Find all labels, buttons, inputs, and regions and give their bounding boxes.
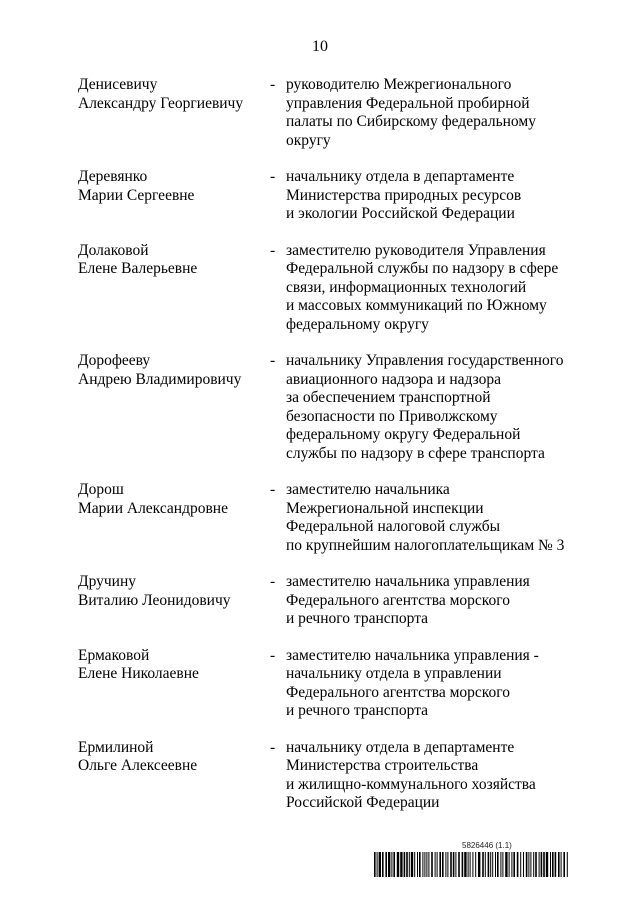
person-name-line: Марии Александровне: [78, 499, 228, 517]
dash-separator: -: [270, 76, 276, 93]
appointment-entry: [78, 573, 578, 629]
position-title: [286, 739, 578, 813]
position-title-line: за обеспечением транспортной: [286, 389, 491, 406]
position-title: [286, 168, 578, 224]
position-title-line: авиационного надзора и надзора: [286, 370, 502, 388]
position-title-line: начальнику отдела в департаменте: [286, 738, 515, 756]
appointment-entry: [78, 168, 578, 224]
dash-separator: -: [270, 352, 276, 369]
person-name-line: Марии Сергеевне: [78, 186, 195, 204]
person-name: [78, 481, 270, 555]
position-title-line: палаты по Сибирскому федеральному: [286, 113, 536, 130]
person-name-line: Ермаковой: [78, 646, 150, 664]
person-name: [78, 168, 270, 224]
dash-separator: -: [270, 241, 276, 259]
appointment-entry: [78, 242, 578, 335]
position-title-line: по крупнейшим налогоплательщикам № 3: [286, 536, 565, 554]
person-name-line: Александру Георгиевичу: [78, 94, 244, 112]
person-name-line: Ермилиной: [78, 738, 154, 756]
person-name-line: Денисевичу: [78, 76, 158, 93]
position-title-line: заместителю начальника: [286, 481, 450, 498]
position-title-line: руководителю Межрегионального: [286, 76, 512, 93]
position-title-line: связи, информационных технологий: [286, 278, 527, 296]
person-name: [78, 739, 270, 813]
position-title-line: управления Федеральной пробирной: [286, 94, 530, 112]
person-name-line: Дорофееву: [78, 352, 151, 369]
barcode-image: [374, 852, 568, 877]
appointment-entry: [78, 647, 578, 721]
position-title: [286, 352, 578, 463]
person-name-line: Дручину: [78, 573, 137, 590]
person-name: [78, 352, 270, 463]
position-title: [286, 647, 578, 721]
position-title-line: Федерального агентства морского: [286, 683, 510, 701]
person-name-line: Елене Валерьевне: [78, 260, 198, 277]
position-title-line: Федеральной службы по надзору в сфере: [286, 260, 559, 277]
position-title-line: Федерального агентства морского: [286, 591, 510, 609]
position-title-line: и массовых коммуникаций по Южному: [286, 297, 547, 314]
person-name: [78, 242, 270, 335]
dash-separator: -: [270, 646, 276, 664]
appointment-list: [78, 76, 578, 831]
position-title-line: и жилищно-коммунального хозяйства: [286, 775, 536, 793]
dash-separator: -: [270, 738, 276, 756]
appointment-entry: [78, 76, 578, 150]
position-title: [286, 242, 578, 335]
position-title-line: Федеральной налоговой службы: [286, 518, 501, 535]
position-title-line: безопасности по Приволжскому: [286, 407, 498, 425]
appointment-entry: [78, 739, 578, 813]
position-title-line: службы по надзору в сфере транспорта: [286, 444, 545, 462]
person-name: [78, 76, 270, 150]
position-title-line: начальнику Управления государственного: [286, 352, 564, 369]
position-title-line: заместителю начальника управления -: [286, 646, 539, 664]
position-title-line: федеральному округу Федеральной: [286, 426, 521, 443]
position-title-line: Межрегиональной инспекции: [286, 499, 484, 517]
person-name-line: Елене Николаевне: [78, 665, 199, 682]
person-name-line: Долаковой: [78, 241, 149, 259]
dash-separator: -: [270, 481, 276, 498]
position-title-line: Российской Федерации: [286, 794, 440, 811]
person-name-line: Андрею Владимировичу: [78, 370, 242, 388]
document-code: 5826446 (1.1): [462, 841, 512, 850]
person-name-line: Виталию Леонидовичу: [78, 591, 231, 609]
position-title-line: федеральному округу: [286, 315, 429, 333]
position-title-line: начальнику отдела в департаменте: [286, 168, 515, 185]
person-name: [78, 573, 270, 629]
position-title-line: начальнику отдела в управлении: [286, 665, 502, 682]
person-name-line: Деревянко: [78, 168, 148, 185]
appointment-entry: [78, 481, 578, 555]
appointment-entry: [78, 352, 578, 463]
dash-separator: -: [270, 168, 276, 185]
person-name-line: Дорош: [78, 481, 124, 498]
position-title: [286, 481, 578, 555]
position-title: [286, 76, 578, 150]
dash-separator: -: [270, 573, 276, 590]
page-number: 10: [312, 38, 328, 55]
position-title-line: заместителю руководителя Управления: [286, 241, 546, 259]
position-title-line: и экологии Российской Федерации: [286, 205, 515, 222]
position-title-line: Министерства природных ресурсов: [286, 186, 522, 204]
person-name: [78, 647, 270, 721]
position-title-line: заместителю начальника управления: [286, 573, 530, 590]
person-name-line: Ольге Алексеевне: [78, 757, 198, 774]
position-title-line: и речного транспорта: [286, 702, 429, 719]
position-title-line: и речного транспорта: [286, 610, 429, 627]
position-title-line: Министерства строительства: [286, 757, 479, 774]
position-title: [286, 573, 578, 629]
position-title-line: округу: [286, 131, 331, 149]
